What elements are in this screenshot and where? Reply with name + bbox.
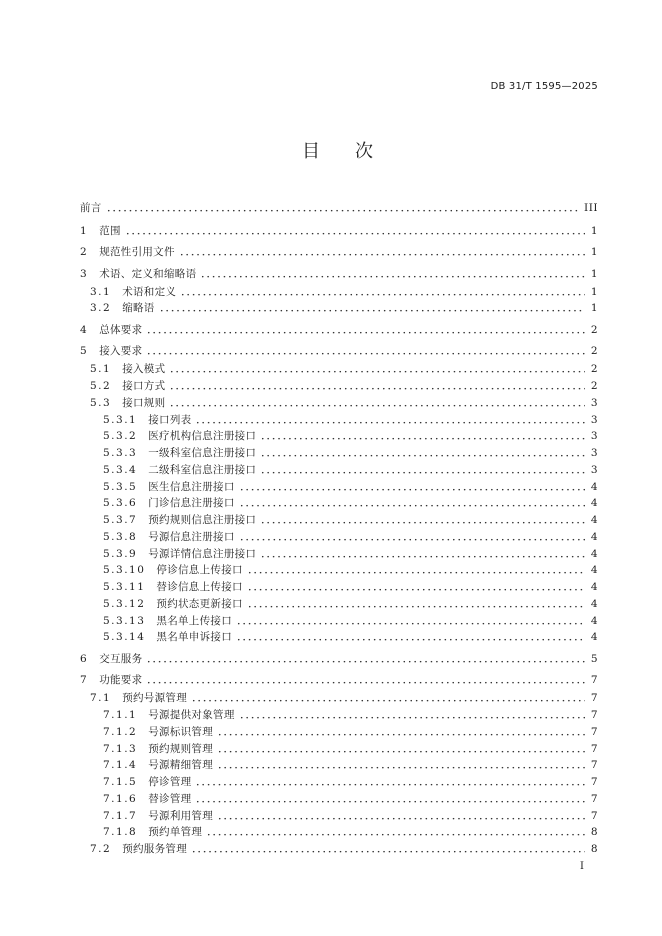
toc-dot-leader (239, 531, 585, 543)
toc-entry-title: 接入要求 (99, 345, 143, 358)
toc-entry-page: 7 (590, 674, 598, 687)
toc-entry-page: 3 (590, 430, 598, 443)
toc-dot-leader (146, 345, 584, 357)
toc-entry-page: 4 (590, 631, 598, 644)
toc-entry-title: 缩略语 (122, 302, 155, 315)
toc-entry-page: 1 (590, 246, 598, 258)
toc-entry (80, 246, 598, 258)
toc-entry-number: 6 (80, 652, 89, 665)
toc-entry-title: 交互服务 (99, 652, 143, 665)
toc-dot-leader (239, 709, 585, 721)
toc-entry (103, 776, 598, 788)
toc-entry-number: 5.3.12 (103, 597, 146, 610)
toc-entry-page: 3 (590, 447, 598, 459)
toc-entry-title: 预约单管理 (148, 826, 203, 839)
toc-entry-number: 7.1.2 (103, 725, 138, 738)
toc-entry (90, 692, 598, 704)
toc-entry-number: 5.1 (90, 363, 112, 376)
toc-dot-leader (159, 302, 585, 314)
toc-dot-leader (146, 653, 584, 665)
toc-entry (80, 674, 598, 686)
toc-entry-page: 7 (590, 742, 598, 755)
toc-entry-title: 二级科室信息注册接口 (148, 463, 257, 476)
toc-entry-number: 5.3.2 (103, 430, 138, 443)
toc-entry-number: 3.2 (90, 302, 112, 315)
toc-entry-number: 5.3.8 (103, 530, 138, 543)
toc-entry-page: 2 (590, 345, 598, 358)
toc-dot-leader (125, 225, 585, 237)
toc-entry-number: 5.3.1 (103, 413, 138, 426)
toc-entry-page: 4 (590, 581, 598, 593)
toc-dot-leader (217, 759, 585, 771)
toc-entry-page: 7 (590, 709, 598, 721)
toc-dot-leader (206, 826, 585, 838)
toc-entry-number: 7.1.4 (103, 759, 138, 772)
toc-entry-title: 停诊信息上传接口 (156, 564, 243, 577)
toc-entry-title: 停诊管理 (148, 776, 192, 788)
toc-dot-leader (217, 726, 585, 738)
toc-entry-number: 5.3.5 (103, 480, 138, 493)
toc-entry (90, 286, 598, 298)
toc-entry-title: 号源利用管理 (148, 809, 214, 822)
toc-dot-leader (200, 268, 584, 280)
toc-entry (103, 810, 598, 822)
toc-entry (103, 615, 598, 627)
toc-entry (103, 793, 598, 805)
toc-entry-title: 号源精细管理 (148, 759, 214, 772)
toc-entry-number: 5.3.13 (103, 614, 146, 627)
toc-entry-title: 号源信息注册接口 (148, 530, 235, 543)
toc-entry-page: 4 (590, 614, 598, 627)
toc-entry (80, 268, 598, 280)
toc-entry-title: 门诊信息注册接口 (148, 497, 235, 510)
toc-entry-number: 7.2 (90, 843, 112, 855)
toc-dot-leader (217, 743, 585, 755)
toc-entry-title: 号源标识管理 (148, 725, 214, 738)
toc-entry-page: 3 (590, 463, 598, 476)
toc-entry-page: 1 (590, 302, 598, 315)
toc-entry-number: 5.3.7 (103, 514, 138, 526)
standard-code: DB 31/T 1595—2025 (490, 81, 598, 92)
toc-entry (103, 464, 598, 476)
toc-entry-page: 5 (590, 652, 598, 665)
toc-entry-page: 8 (590, 826, 598, 839)
toc-dot-leader (247, 598, 585, 610)
toc-dot-leader (169, 380, 584, 392)
toc-dot-leader (106, 202, 578, 214)
toc-entry-title: 术语和定义 (122, 285, 177, 298)
toc-entry (103, 743, 598, 755)
toc-entry-page: 7 (590, 809, 598, 822)
toc-dot-leader (169, 397, 584, 409)
toc-entry (103, 497, 598, 509)
toc-entry (103, 414, 598, 426)
toc-entry (103, 447, 598, 459)
toc-entry-title: 接口方式 (122, 380, 166, 392)
toc-entry-number: 3 (80, 267, 89, 280)
toc-entry-title: 一级科室信息注册接口 (148, 447, 257, 459)
toc-entry (80, 202, 598, 214)
toc-entry-number: 7.1.3 (103, 742, 138, 755)
toc-entry-title: 预约规则信息注册接口 (148, 514, 257, 526)
toc-entry (90, 363, 598, 375)
toc-entry-title: 预约号源管理 (122, 692, 188, 705)
toc-entry-title: 黑名单上传接口 (156, 614, 233, 627)
toc-entry-title: 预约服务管理 (122, 843, 188, 855)
toc-entry-number: 5.3.4 (103, 463, 138, 476)
toc-entry-page: III (584, 202, 598, 214)
toc-entry (103, 548, 598, 560)
toc-entry (80, 324, 598, 336)
toc-entry-title: 功能要求 (99, 674, 143, 687)
toc-entry-number: 5.3.6 (103, 497, 138, 510)
toc-dot-leader (179, 246, 585, 258)
toc-entry-title: 替诊管理 (148, 792, 192, 805)
toc-entry-number: 5 (80, 345, 89, 358)
toc-dot-leader (195, 776, 584, 788)
toc-entry-page: 7 (590, 725, 598, 738)
toc-dot-leader (146, 324, 584, 336)
toc-entry-number: 4 (80, 323, 89, 336)
toc-entry-title: 范围 (99, 224, 121, 237)
toc-dot-leader (195, 414, 584, 426)
toc-dot-leader (195, 793, 584, 805)
toc-entry (80, 225, 598, 237)
toc-entry-page: 4 (590, 597, 598, 610)
page-title: 目次 (302, 141, 408, 162)
toc-dot-leader (146, 674, 584, 686)
toc-entry-title: 号源提供对象管理 (148, 709, 235, 721)
toc-entry (103, 514, 598, 526)
toc-entry-title: 医疗机构信息注册接口 (148, 430, 257, 443)
toc-entry-title: 前言 (80, 202, 102, 214)
toc-entry-page: 4 (590, 514, 598, 526)
toc-entry-page: 1 (590, 267, 598, 280)
toc-entry-page: 7 (590, 776, 598, 788)
toc-entry-number: 7.1.1 (103, 709, 138, 721)
toc-entry-title: 号源详情信息注册接口 (148, 547, 257, 560)
toc-entry-title: 总体要求 (99, 323, 143, 336)
toc-entry (90, 397, 598, 409)
toc-entry-title: 规范性引用文件 (99, 246, 175, 258)
toc-entry-number: 7.1 (90, 692, 112, 705)
toc-entry-page: 4 (590, 497, 598, 510)
toc-entry-number: 7.1.8 (103, 826, 138, 839)
toc-entry (103, 598, 598, 610)
toc-entry-page: 2 (590, 380, 598, 392)
toc-entry (80, 345, 598, 357)
toc-entry-page: 3 (590, 413, 598, 426)
toc-entry-page: 8 (590, 843, 598, 855)
toc-dot-leader (260, 447, 585, 459)
toc-entry-title: 医生信息注册接口 (148, 480, 235, 493)
toc-entry-title: 接口列表 (148, 413, 192, 426)
toc-entry-number: 5.3.3 (103, 447, 138, 459)
toc-entry-page: 4 (590, 564, 598, 577)
toc-entry-page: 4 (590, 530, 598, 543)
toc-dot-leader (260, 514, 585, 526)
toc-entry-page: 1 (590, 285, 598, 298)
toc-dot-leader (247, 581, 585, 593)
toc-entry (90, 843, 598, 855)
toc-dot-leader (239, 497, 585, 509)
toc-entry-number: 7 (80, 674, 89, 687)
toc-entry (103, 759, 598, 771)
toc-entry-number: 5.3.9 (103, 547, 138, 560)
toc-entry-number: 5.3.11 (103, 581, 146, 593)
toc-entry (103, 709, 598, 721)
toc-entry-title: 预约规则管理 (148, 742, 214, 755)
toc-entry (103, 726, 598, 738)
toc-entry-title: 黑名单申诉接口 (156, 631, 233, 644)
toc-dot-leader (260, 430, 585, 442)
toc-entry-page: 1 (590, 224, 598, 237)
toc-entry (103, 531, 598, 543)
toc-entry-title: 术语、定义和缩略语 (99, 267, 197, 280)
toc-entry-page: 3 (590, 396, 598, 409)
page-number: I (580, 861, 584, 872)
toc-entry-title: 替诊信息上传接口 (156, 581, 243, 593)
toc-entry (103, 631, 598, 643)
toc-entry-page: 7 (590, 759, 598, 772)
toc-entry-page: 7 (590, 792, 598, 805)
toc-entry-page: 7 (590, 692, 598, 705)
toc-dot-leader (169, 363, 584, 375)
toc-entry (103, 481, 598, 493)
toc-entry (103, 430, 598, 442)
toc-dot-leader (247, 564, 585, 576)
toc-entry-page: 4 (590, 547, 598, 560)
toc-entry (103, 581, 598, 593)
toc-entry-number: 5.3.10 (103, 564, 146, 577)
toc-entry-number: 7.1.6 (103, 792, 138, 805)
toc-entry-title: 预约状态更新接口 (156, 597, 243, 610)
toc-entry-title: 接入模式 (122, 363, 166, 376)
toc-entry (90, 302, 598, 314)
toc-entry (103, 826, 598, 838)
toc-dot-leader (191, 843, 585, 855)
toc-entry-number: 5.2 (90, 380, 112, 392)
toc-entry-number: 5.3 (90, 396, 112, 409)
toc-entry-title: 接口规则 (122, 396, 166, 409)
toc-dot-leader (236, 631, 585, 643)
toc-entry-page: 2 (590, 323, 598, 336)
toc-entry-number: 7.1.5 (103, 776, 138, 788)
toc-entry-number: 1 (80, 224, 89, 237)
toc-entry (90, 380, 598, 392)
toc-entry-number: 5.3.14 (103, 631, 146, 644)
toc-dot-leader (260, 548, 585, 560)
toc-dot-leader (260, 464, 585, 476)
toc-dot-leader (191, 692, 585, 704)
toc-dot-leader (239, 481, 585, 493)
toc-entry-page: 2 (590, 363, 598, 376)
toc-entry-number: 2 (80, 246, 89, 258)
toc-entry (80, 653, 598, 665)
toc-entry (103, 564, 598, 576)
toc-dot-leader (180, 286, 585, 298)
toc-entry-number: 7.1.7 (103, 809, 138, 822)
toc-dot-leader (217, 810, 585, 822)
toc-entry-page: 4 (590, 480, 598, 493)
toc-entry-number: 3.1 (90, 285, 112, 298)
toc-dot-leader (236, 615, 585, 627)
